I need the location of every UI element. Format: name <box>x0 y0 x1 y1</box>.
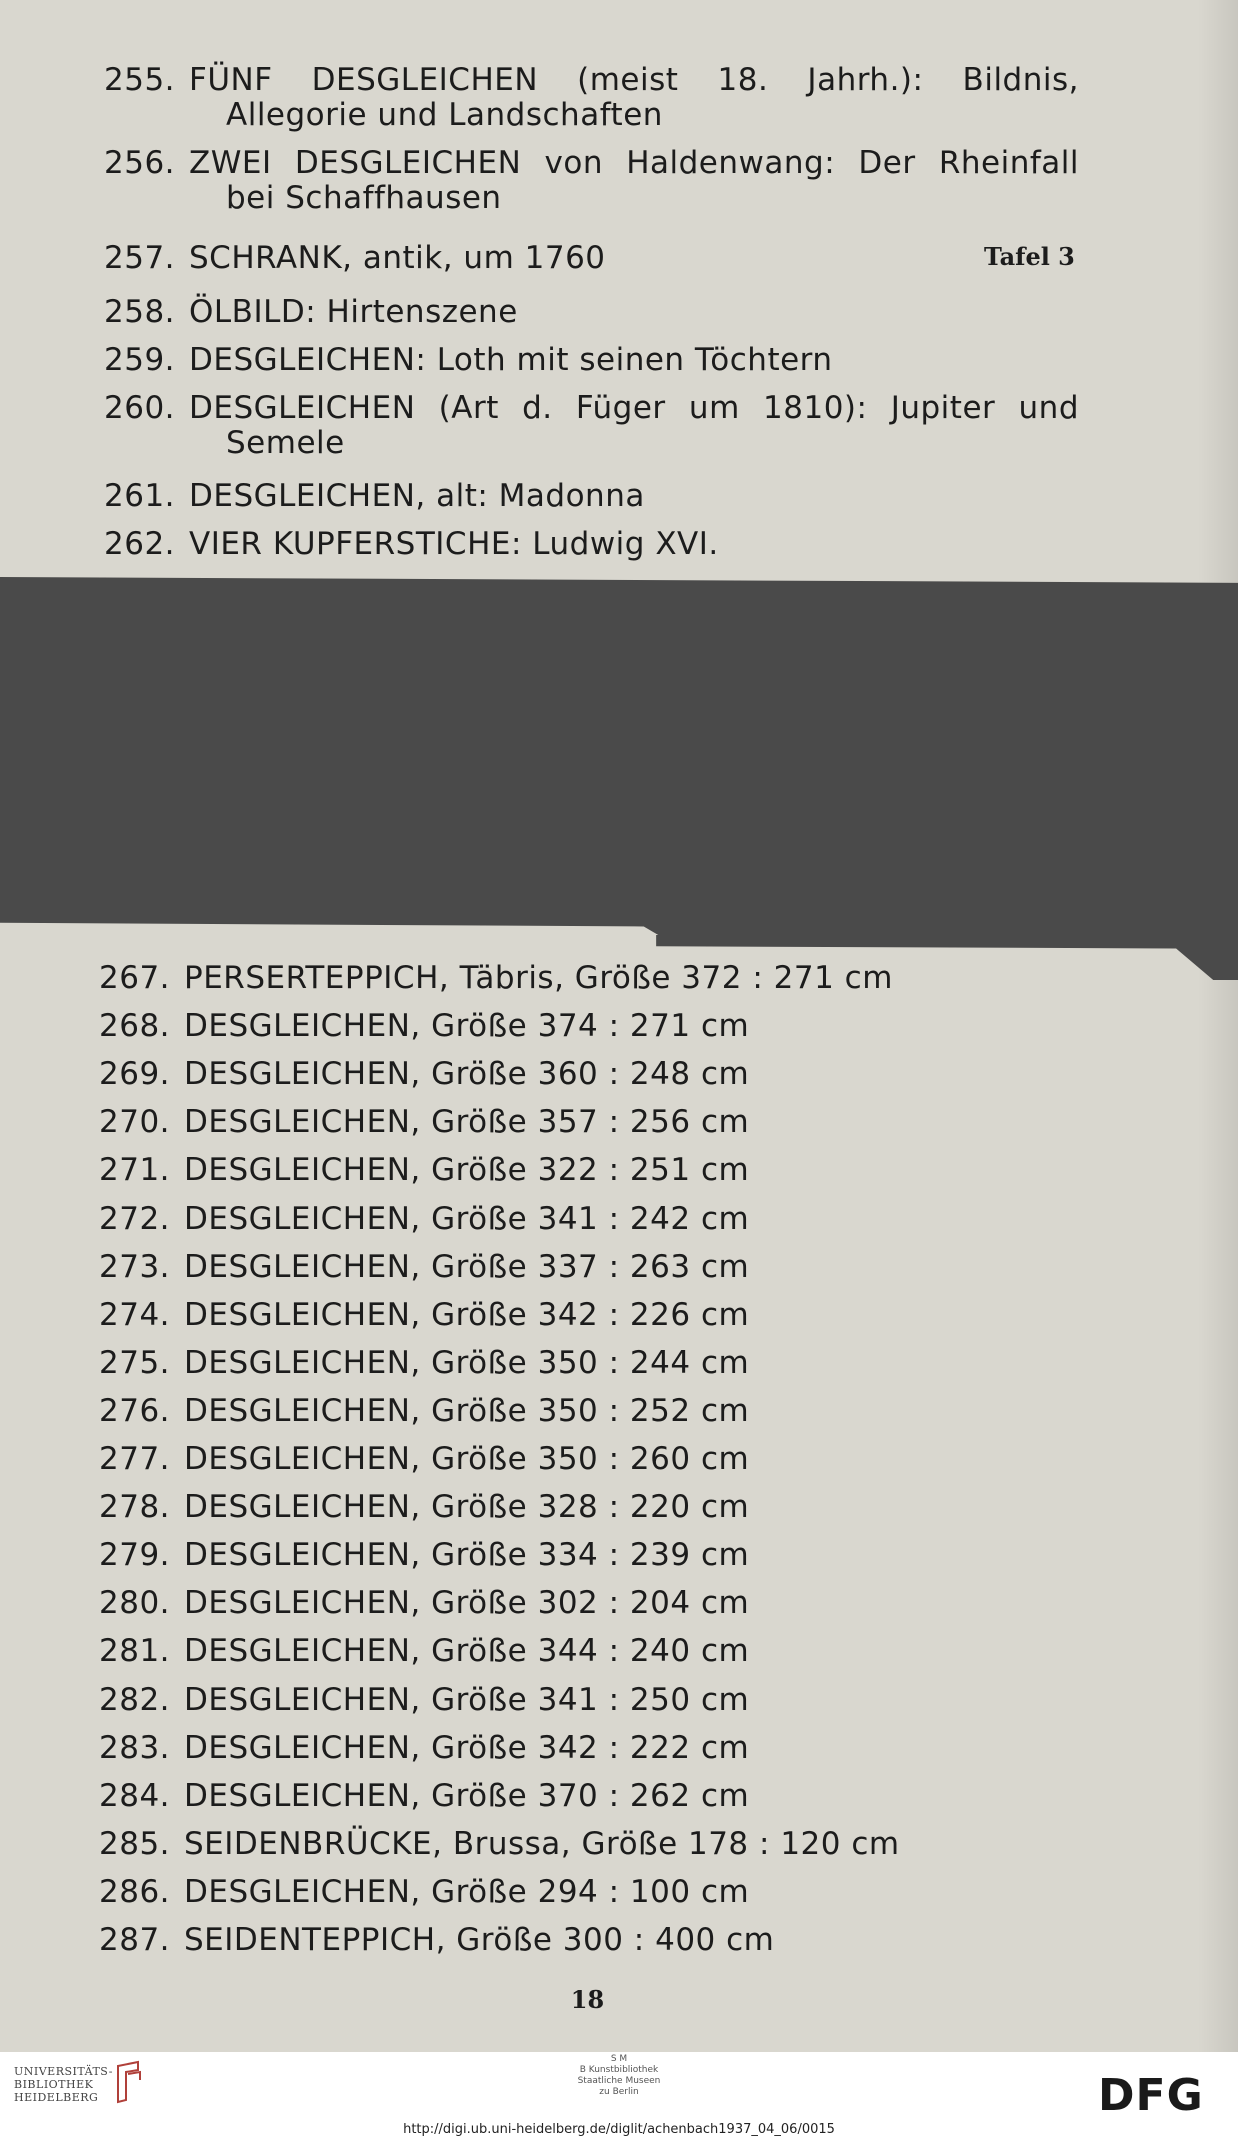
entry-number: 280. <box>99 1585 171 1621</box>
library-line-3: HEIDELBERG <box>14 2091 99 2104</box>
plate-reference: Tafel 3 <box>984 242 1075 271</box>
entry-number: 258. <box>104 294 176 330</box>
entry-text: VIER KUPFERSTICHE: Ludwig XVI. <box>189 526 719 562</box>
entry-text: DESGLEICHEN, Größe 341 : 242 cm <box>184 1201 750 1237</box>
entry-text: DESGLEICHEN (Art d. Füger um 1810): Jupiter und <box>189 390 1079 426</box>
entry-number: 273. <box>99 1249 171 1285</box>
page-edge-shadow <box>1198 0 1238 2052</box>
entry-number: 276. <box>99 1393 171 1429</box>
entry-text: DESGLEICHEN, Größe 360 : 248 cm <box>184 1056 750 1092</box>
entry-text: DESGLEICHEN, Größe 342 : 222 cm <box>184 1730 750 1766</box>
entry-text: SCHRANK, antik, um 1760 <box>189 240 606 276</box>
entry-number: 272. <box>99 1201 171 1237</box>
entry-text: DESGLEICHEN, Größe 322 : 251 cm <box>184 1152 750 1188</box>
entry-text: SEIDENTEPPICH, Größe 300 : 400 cm <box>184 1922 775 1958</box>
entry-text: ÖLBILD: Hirtenszene <box>189 294 518 330</box>
library-line-1: UNIVERSITÄTS- <box>14 2065 113 2078</box>
entry-number: 279. <box>99 1537 171 1573</box>
stamp-line: Staatliche Museen <box>577 2076 661 2086</box>
entry-text: DESGLEICHEN: Loth mit seinen Töchtern <box>189 342 833 378</box>
entry-number: 256. <box>104 145 176 181</box>
source-url-link[interactable]: http://digi.ub.uni-heidelberg.de/diglit/achenbach1937_04_06/0015 <box>403 2122 835 2137</box>
entry-number: 286. <box>99 1874 171 1910</box>
entry-number: 281. <box>99 1633 171 1669</box>
entry-text: DESGLEICHEN, Größe 350 : 244 cm <box>184 1345 750 1381</box>
entry-text: DESGLEICHEN, Größe 357 : 256 cm <box>184 1104 750 1140</box>
entry-number: 262. <box>104 526 176 562</box>
entry-text: DESGLEICHEN, Größe 334 : 239 cm <box>184 1537 750 1573</box>
museum-stamp <box>0 2054 1238 2098</box>
stamp-line: zu Berlin <box>599 2087 639 2097</box>
entry-number: 260. <box>104 390 176 426</box>
entry-text: DESGLEICHEN, alt: Madonna <box>189 478 645 514</box>
entry-number: 271. <box>99 1152 171 1188</box>
entry-text: DESGLEICHEN, Größe 370 : 262 cm <box>184 1778 750 1814</box>
stamp-line: B Kunstbibliothek <box>579 2065 659 2075</box>
entry-number: 267. <box>99 960 171 996</box>
dfg-logo: DFG <box>1098 2070 1204 2121</box>
entry-number: 285. <box>99 1826 171 1862</box>
entry-text: SEIDENBRÜCKE, Brussa, Größe 178 : 120 cm <box>184 1826 900 1862</box>
entry-number: 287. <box>99 1922 171 1958</box>
entry-text: DESGLEICHEN, Größe 350 : 260 cm <box>184 1441 750 1477</box>
entry-text: DESGLEICHEN, Größe 374 : 271 cm <box>184 1008 750 1044</box>
entry-text: ZWEI DESGLEICHEN von Haldenwang: Der Rheinfall <box>189 145 1079 181</box>
entry-text: DESGLEICHEN, Größe 344 : 240 cm <box>184 1633 750 1669</box>
entry-number: 277. <box>99 1441 171 1477</box>
entry-number: 268. <box>99 1008 171 1044</box>
entry-number: 284. <box>99 1778 171 1814</box>
entry-number: 255. <box>104 62 176 98</box>
entry-number: 259. <box>104 342 176 378</box>
stamp-line: S M <box>610 2054 628 2064</box>
library-line-2: BIBLIOTHEK <box>14 2078 94 2091</box>
entry-text: DESGLEICHEN, Größe 341 : 250 cm <box>184 1682 750 1718</box>
page-number: 18 <box>570 1985 605 2014</box>
entry-number: 283. <box>99 1730 171 1766</box>
entry-continuation: Semele <box>226 425 345 461</box>
entry-number: 275. <box>99 1345 171 1381</box>
entry-text: PERSERTEPPICH, Täbris, Größe 372 : 271 cm <box>184 960 893 996</box>
entry-continuation: bei Schaffhausen <box>226 180 502 216</box>
entry-text: DESGLEICHEN, Größe 294 : 100 cm <box>184 1874 750 1910</box>
entry-continuation: Allegorie und Landschaften <box>226 97 663 133</box>
entry-text: DESGLEICHEN, Größe 337 : 263 cm <box>184 1249 750 1285</box>
redaction-bar <box>0 577 1238 941</box>
entry-text: FÜNF DESGLEICHEN (meist 18. Jahrh.): Bildnis, <box>189 62 1079 98</box>
entry-number: 282. <box>99 1682 171 1718</box>
entry-text: DESGLEICHEN, Größe 328 : 220 cm <box>184 1489 750 1525</box>
entry-number: 269. <box>99 1056 171 1092</box>
entry-number: 274. <box>99 1297 171 1333</box>
entry-number: 261. <box>104 478 176 514</box>
entry-number: 257. <box>104 240 176 276</box>
entry-text: DESGLEICHEN, Größe 342 : 226 cm <box>184 1297 750 1333</box>
entry-text: DESGLEICHEN, Größe 302 : 204 cm <box>184 1585 750 1621</box>
entry-number: 278. <box>99 1489 171 1525</box>
entry-text: DESGLEICHEN, Größe 350 : 252 cm <box>184 1393 750 1429</box>
entry-number: 270. <box>99 1104 171 1140</box>
